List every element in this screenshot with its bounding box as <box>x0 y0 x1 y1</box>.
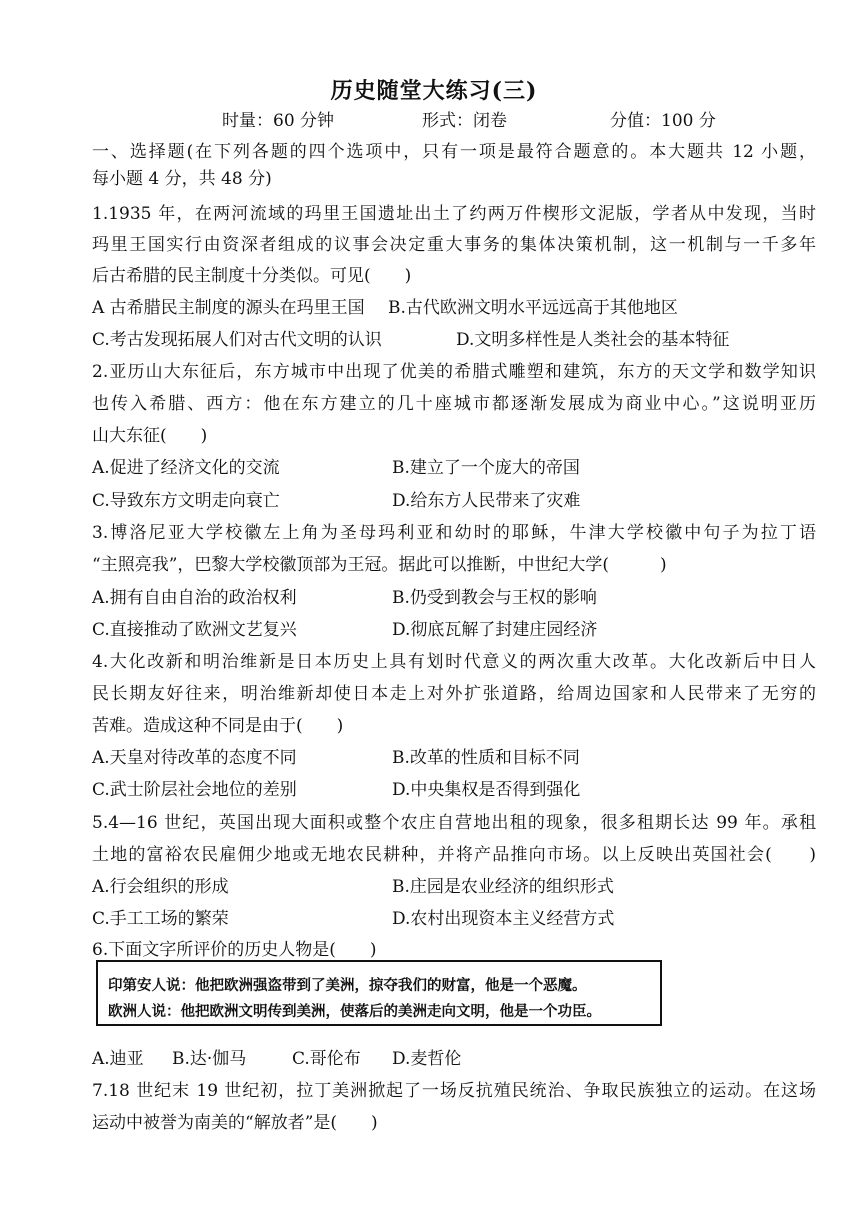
exam-time: 时量：60 分钟 <box>222 111 335 131</box>
quote-box <box>96 960 662 1026</box>
option-d[interactable]: D.彻底瓦解了封建庄园经济 <box>392 620 598 640</box>
option-c[interactable]: C.武士阶层社会地位的差别 <box>92 780 297 800</box>
quote-indian: 印第安人说：他把欧洲强盗带到了美洲，掠夺我们的财富，他是一个恶魔。 <box>108 978 587 994</box>
question-text: 也传入希腊、西方：他在东方建立的几十座城市都逐渐发展成为商业中心。”这说明亚历 <box>92 394 816 414</box>
exam-title: 历史随堂大练习(三) <box>330 78 538 104</box>
question-text: 苦难。造成这种不同是由于( ) <box>92 716 344 736</box>
question-text: 4.大化改新和明治维新是日本历史上具有划时代意义的两次重大改革。大化改新后中日人 <box>92 652 816 672</box>
question-text: 7.18 世纪末 19 世纪初，拉丁美洲掀起了一场反抗殖民统治、争取民族独立的运动。在这场 <box>92 1081 816 1101</box>
option-a[interactable]: A.促进了经济文化的交流 <box>92 458 280 478</box>
question-text: 玛里王国实行由资深者组成的议事会决定重大事务的集体决策机制，这一机制与一千多年 <box>92 235 816 255</box>
question-text: 3.博洛尼亚大学校徽左上角为圣母玛利亚和幼时的耶稣，牛津大学校徽中句子为拉丁语 <box>92 523 816 543</box>
option-b[interactable]: B.达·伽马 <box>172 1049 247 1069</box>
option-b[interactable]: B.改革的性质和目标不同 <box>392 748 580 768</box>
option-b[interactable]: B.建立了一个庞大的帝国 <box>392 458 580 478</box>
question-text: 土地的富裕农民雇佣少地或无地农民耕种，并将产品推向市场。以上反映出英国社会( ) <box>92 845 816 865</box>
option-b[interactable]: B.仍受到教会与王权的影响 <box>392 588 597 608</box>
option-d[interactable]: D.麦哲伦 <box>392 1049 462 1069</box>
option-b[interactable]: B.庄园是农业经济的组织形式 <box>392 877 614 897</box>
option-a[interactable]: A.迪亚 <box>92 1049 144 1069</box>
question-text: 后古希腊的民主制度十分类似。可见( ) <box>92 266 412 286</box>
question-text: 民长期友好往来，明治维新却使日本走上对外扩张道路，给周边国家和人民带来了无穷的 <box>92 684 816 704</box>
option-d[interactable]: D.中央集权是否得到强化 <box>392 780 581 800</box>
option-a[interactable]: A.行会组织的形成 <box>92 877 229 897</box>
exam-form: 形式：闭卷 <box>422 111 507 131</box>
question-text: 2.亚历山大东征后，东方城市中出现了优美的希腊式雕塑和建筑，东方的天文学和数学知识 <box>92 362 816 382</box>
section-instruction-cont: 每小题 4 分，共 48 分) <box>92 169 272 189</box>
option-c[interactable]: C.考古发现拓展人们对古代文明的认识 <box>92 330 382 350</box>
question-text: 运动中被誉为南美的“解放者”是( ) <box>92 1113 378 1133</box>
exam-score: 分值：100 分 <box>610 111 716 131</box>
option-d[interactable]: D.文明多样性是人类社会的基本特征 <box>456 330 730 350</box>
quote-european: 欧洲人说：他把欧洲文明传到美洲，使落后的美洲走向文明，他是一个功臣。 <box>108 1004 601 1020</box>
option-c[interactable]: C.导致东方文明走向衰亡 <box>92 491 280 511</box>
question-text: 山大东征( ) <box>92 426 208 446</box>
question-text: “主照亮我”，巴黎大学校徽顶部为王冠。据此可以推断，中世纪大学( ) <box>92 555 667 575</box>
option-c[interactable]: C.直接推动了欧洲文艺复兴 <box>92 620 297 640</box>
question-text: 1.1935 年，在两河流域的玛里王国遗址出土了约两万件楔形文泥版，学者从中发现，当时 <box>92 204 816 224</box>
option-c[interactable]: C.哥伦布 <box>292 1049 361 1069</box>
question-text: 6.下面文字所评价的历史人物是( ) <box>92 940 377 960</box>
option-a[interactable]: A 古希腊民主制度的源头在玛里王国 <box>92 298 365 318</box>
option-d[interactable]: D.农村出现资本主义经营方式 <box>392 909 615 929</box>
option-c[interactable]: C.手工工场的繁荣 <box>92 909 229 929</box>
option-b[interactable]: B.古代欧洲文明水平远远高于其他地区 <box>388 298 678 318</box>
option-a[interactable]: A.天皇对待改革的态度不同 <box>92 748 297 768</box>
exam-meta <box>222 106 716 131</box>
option-a[interactable]: A.拥有自由自治的政治权利 <box>92 588 297 608</box>
question-text: 5.4—16 世纪，英国出现大面积或整个农庄自营地出租的现象，很多租期长达 99 年。承租 <box>92 813 816 833</box>
option-d[interactable]: D.给东方人民带来了灾难 <box>392 491 581 511</box>
section-instruction: 一、选择题(在下列各题的四个选项中，只有一项是最符合题意的。本大题共 12 小题， <box>92 142 816 162</box>
